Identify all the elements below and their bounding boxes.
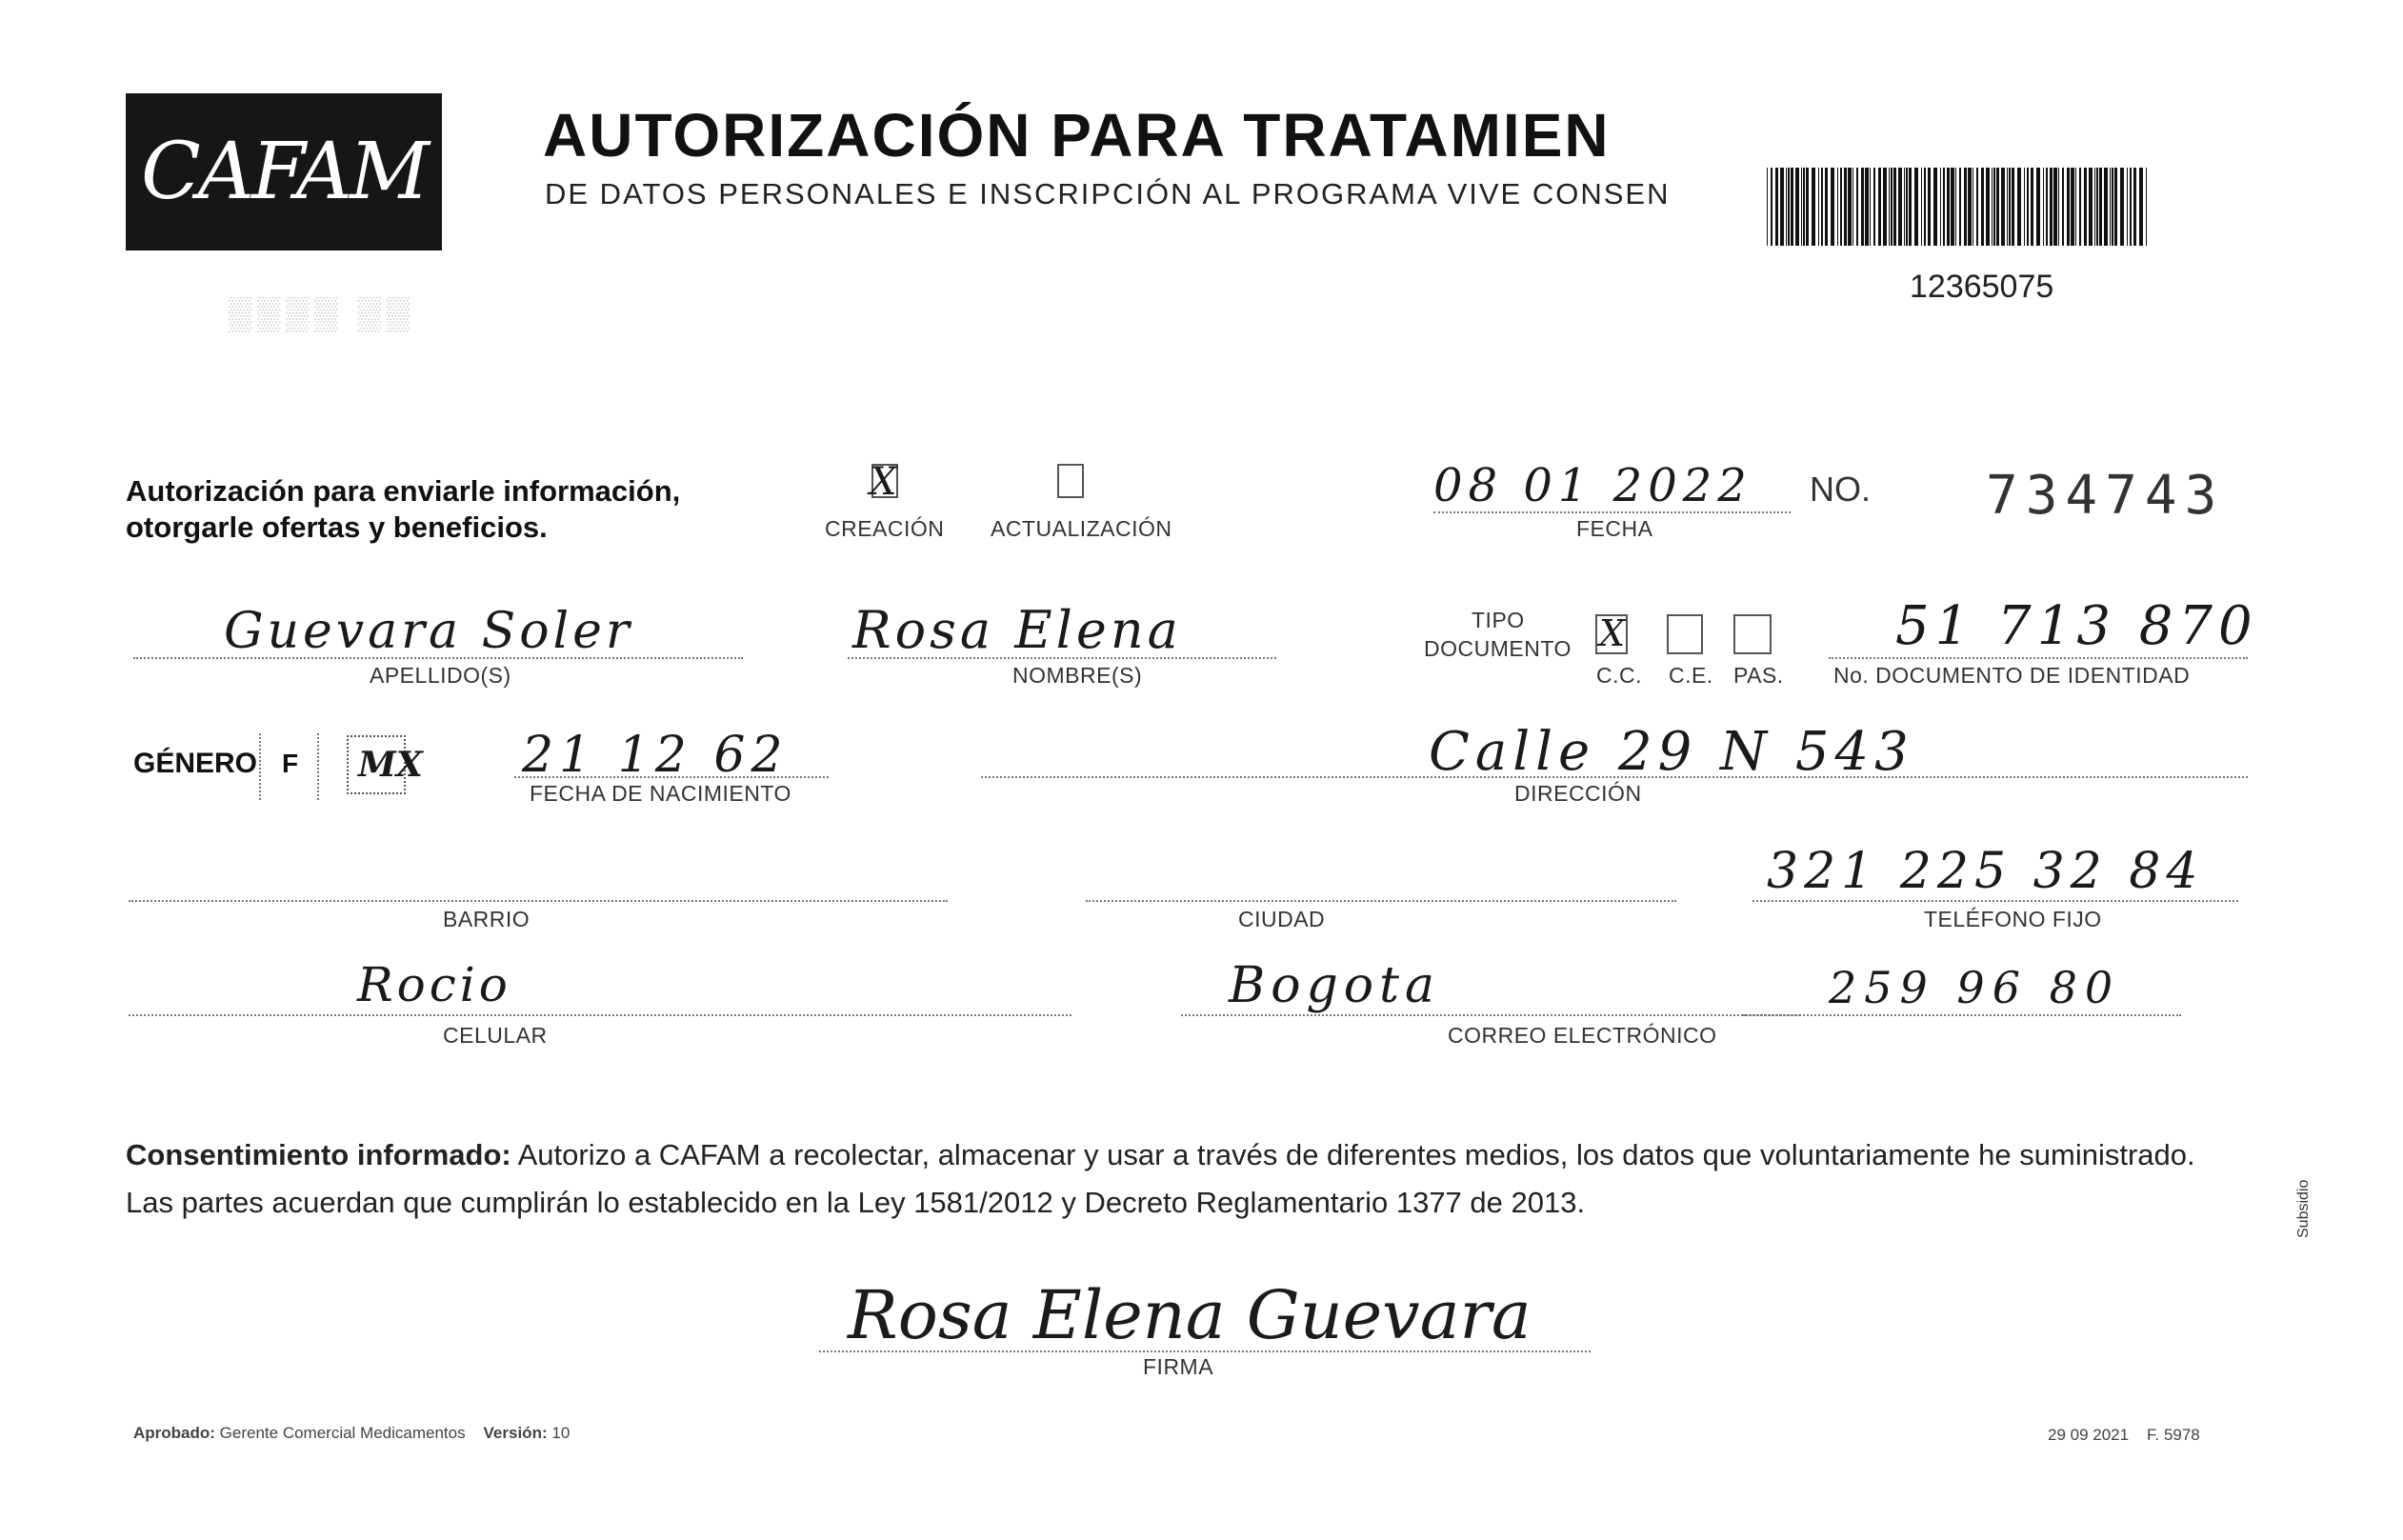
barcode-bar [1933, 168, 1937, 246]
aprobado-value: Gerente Comercial Medicamentos [219, 1424, 466, 1442]
pas-checkbox[interactable] [1733, 614, 1772, 654]
m-mark: MX [358, 745, 423, 785]
barcode-bar [2036, 168, 2040, 246]
barcode-bar [1972, 168, 1973, 246]
doc-value: 51 713 870 [1895, 595, 2258, 657]
direccion-label: DIRECCIÓN [1514, 781, 1642, 806]
no-label: NO. [1810, 470, 1872, 509]
celular-label: CELULAR [443, 1023, 548, 1048]
barcode-bar [1837, 168, 1838, 246]
barcode-bar [1914, 168, 1918, 246]
correo-label: CORREO ELECTRÓNICO [1448, 1023, 1717, 1048]
barcode-bar [1904, 168, 1905, 246]
barcode-bar [1878, 168, 1881, 246]
barcode [1767, 168, 2153, 246]
barcode-bar [1924, 168, 1926, 246]
barcode-bar [1831, 168, 1834, 246]
barcode-bar [2079, 168, 2081, 246]
nacimiento-line[interactable] [514, 776, 829, 778]
correo-value: Bogota [1229, 957, 1441, 1014]
f-label: F [282, 749, 299, 778]
authorization-line-2: otorgarle ofertas y beneficios. [126, 510, 548, 544]
telefono-value: 321 225 32 84 [1767, 843, 2204, 900]
apellidos-value: Guevara Soler [224, 603, 633, 660]
barcode-bar [1825, 168, 1828, 246]
m-checkbox[interactable] [347, 735, 423, 794]
footer-left [133, 1424, 570, 1443]
actualizacion-label: ACTUALIZACIÓN [991, 516, 1172, 541]
barcode-bar [2024, 168, 2025, 246]
consent-paragraph [126, 1131, 2278, 1227]
barcode-bar [1795, 168, 1799, 246]
footer-code: F. 5978 [2147, 1426, 2200, 1444]
barcode-number: 12365075 [1910, 269, 2054, 305]
barcode-bar [1803, 168, 1805, 246]
faint-stamp: ▒▒▒▒ ▒▒ [229, 295, 415, 331]
barcode-bar [2046, 168, 2048, 246]
barcode-bar [1821, 168, 1823, 246]
celular-line[interactable] [129, 1014, 1071, 1016]
barcode-bar [2001, 168, 2005, 246]
barcode-bar [1861, 168, 1864, 246]
barcode-bar [1955, 168, 1956, 246]
doc-label: No. DOCUMENTO DE IDENTIDAD [1833, 663, 2191, 688]
creacion-label: CREACIÓN [825, 516, 945, 541]
barcode-bar [2084, 168, 2087, 246]
barcode-bar [2120, 168, 2124, 246]
barcode-bar [2058, 168, 2059, 246]
signature-line[interactable] [819, 1350, 1591, 1352]
barcode-bar [1976, 168, 1978, 246]
form-number: 734743 [1986, 465, 2225, 527]
barcode-bar [2099, 168, 2102, 246]
consent-text-1: Autorizo a CAFAM a recolectar, almacenar y usar a través de diferentes medios, los datos que voluntariamente he suministrado. [511, 1138, 2195, 1171]
barcode-bar [1852, 168, 1853, 246]
barcode-bar [1818, 168, 1819, 246]
barcode-bar [1775, 168, 1778, 246]
version-value: 10 [551, 1424, 571, 1442]
cc-mark: X [1599, 612, 1626, 654]
barcode-bar [1996, 168, 1999, 246]
signature-label: FIRMA [1143, 1354, 1214, 1379]
barcode-bar [1909, 168, 1912, 246]
fecha-value: 08 01 2022 [1433, 459, 1752, 512]
barcode-bar [1889, 168, 1890, 246]
genero-divider [259, 733, 261, 800]
nacimiento-value: 21 12 62 [522, 727, 789, 784]
barcode-bar [2053, 168, 2057, 246]
creacion-checkbox[interactable] [870, 460, 898, 504]
form-title: AUTORIZACIÓN PARA TRATAMIEN [543, 101, 1611, 170]
barcode-bar [2062, 168, 2064, 246]
signature-value: Rosa Elena Guevara [848, 1276, 1532, 1354]
barcode-bar [1968, 168, 1972, 246]
barcode-bar [1856, 168, 1858, 246]
barcode-bar [1780, 168, 1784, 246]
barcode-bar [1771, 168, 1772, 246]
cafam-logo [126, 93, 442, 250]
nombres-label: NOMBRE(S) [1012, 663, 1143, 688]
barcode-bar [1951, 168, 1954, 246]
genero-label: GÉNERO [133, 748, 258, 779]
logo-text: CAFAM [141, 127, 427, 217]
barcode-bar [1791, 168, 1793, 246]
pas-label: PAS. [1733, 663, 1784, 688]
barcode-bar [1767, 168, 1768, 246]
barcode-bar [1981, 168, 1984, 246]
barcode-bar [2075, 168, 2076, 246]
barcode-bar [1928, 168, 1931, 246]
extra-line[interactable] [1743, 1014, 2181, 1016]
barrio-line[interactable] [129, 900, 948, 902]
barcode-bar [2110, 168, 2111, 246]
barcode-bar [1964, 168, 1967, 246]
barcode-bar [2009, 168, 2011, 246]
telefono-line[interactable] [1752, 900, 2238, 902]
barcode-bar [2096, 168, 2098, 246]
barcode-bar [2114, 168, 2117, 246]
cc-checkbox[interactable] [1595, 614, 1628, 654]
authorization-line-1: Autorización para enviarle información, [126, 474, 681, 508]
aprobado-label: Aprobado: [133, 1424, 215, 1442]
barcode-bar [2130, 168, 2132, 246]
barcode-bar [1801, 168, 1802, 246]
barcode-bar [1898, 168, 1902, 246]
ciudad-line[interactable] [1086, 900, 1676, 902]
consent-heading: Consentimiento informado: [126, 1138, 511, 1171]
genero-divider-2 [317, 733, 319, 800]
footer-right [2048, 1426, 2200, 1445]
barcode-bar [1906, 168, 1908, 246]
ce-label: C.E. [1669, 663, 1713, 688]
barrio-label: BARRIO [443, 907, 531, 931]
celular-value: Rocio [357, 957, 511, 1012]
barcode-bar [1812, 168, 1815, 246]
direccion-value: Calle 29 N 543 [1429, 721, 1914, 783]
consent-text-2: Las partes acuerdan que cumplirán lo establecido en la Ley 1581/2012 y Decreto Reglamentario 1377 de 2013. [126, 1186, 1586, 1219]
barcode-bar [2050, 168, 2053, 246]
ciudad-label: CIUDAD [1238, 907, 1326, 931]
barcode-bar [1873, 168, 1875, 246]
barcode-bar [1986, 168, 1990, 246]
authorization-text [126, 473, 680, 546]
barcode-bar [2127, 168, 2128, 246]
fecha-label: FECHA [1576, 516, 1653, 541]
barcode-bar [1865, 168, 1869, 246]
correo-line[interactable] [1181, 1014, 1800, 1016]
footer-date: 29 09 2021 [2048, 1426, 2130, 1444]
barcode-bar [2012, 168, 2014, 246]
barcode-bar [2043, 168, 2044, 246]
barcode-bar [1788, 168, 1790, 246]
barcode-bar [2067, 168, 2070, 246]
barcode-bar [1840, 168, 1842, 246]
barcode-bar [2112, 168, 2113, 246]
barcode-bar [1943, 168, 1945, 246]
telefono-label: TELÉFONO FIJO [1924, 907, 2102, 931]
barcode-bar [2007, 168, 2008, 246]
barcode-bar [2031, 168, 2033, 246]
barcode-bar [1786, 168, 1787, 246]
barcode-bar [1891, 168, 1892, 246]
barcode-bar [1940, 168, 1941, 246]
doc-line[interactable] [1829, 657, 2248, 659]
barcode-bar [1921, 168, 1922, 246]
barcode-bar [2094, 168, 2095, 246]
barcode-bar [2071, 168, 2074, 246]
barcode-bar [2104, 168, 2108, 246]
barcode-bar [2139, 168, 2143, 246]
creacion-mark: X [870, 460, 897, 504]
barcode-bar [1848, 168, 1852, 246]
fecha-line [1433, 511, 1791, 513]
barcode-bar [1844, 168, 1847, 246]
barcode-bar [1870, 168, 1871, 246]
barcode-bar [1883, 168, 1887, 246]
cc-label: C.C. [1596, 663, 1642, 688]
nombres-value: Rosa Elena [852, 600, 1182, 660]
tipo-label: TIPO [1472, 608, 1525, 632]
barcode-bar [1806, 168, 1809, 246]
side-text: Subsidio [2295, 1179, 2312, 1238]
barcode-bar [2133, 168, 2136, 246]
form-subtitle: DE DATOS PERSONALES E INSCRIPCIÓN AL PROGRAMA VIVE CONSEN [545, 177, 1671, 210]
version-label: Versión: [483, 1424, 548, 1442]
nacimiento-label: FECHA DE NACIMIENTO [530, 781, 791, 806]
actualizacion-checkbox[interactable] [1057, 464, 1084, 498]
documento-label: DOCUMENTO [1424, 636, 1572, 661]
barcode-bar [2017, 168, 2021, 246]
barcode-bar [1893, 168, 1896, 246]
ce-checkbox[interactable] [1667, 614, 1703, 654]
barcode-bar [1959, 168, 1961, 246]
barcode-bar [2027, 168, 2029, 246]
barcode-bar [2146, 168, 2147, 246]
apellidos-label: APELLIDO(S) [370, 663, 511, 688]
barcode-bar [1947, 168, 1950, 246]
barcode-bar [1993, 168, 1995, 246]
barcode-bar [2089, 168, 2093, 246]
extra-value: 259 96 80 [1829, 962, 2121, 1013]
